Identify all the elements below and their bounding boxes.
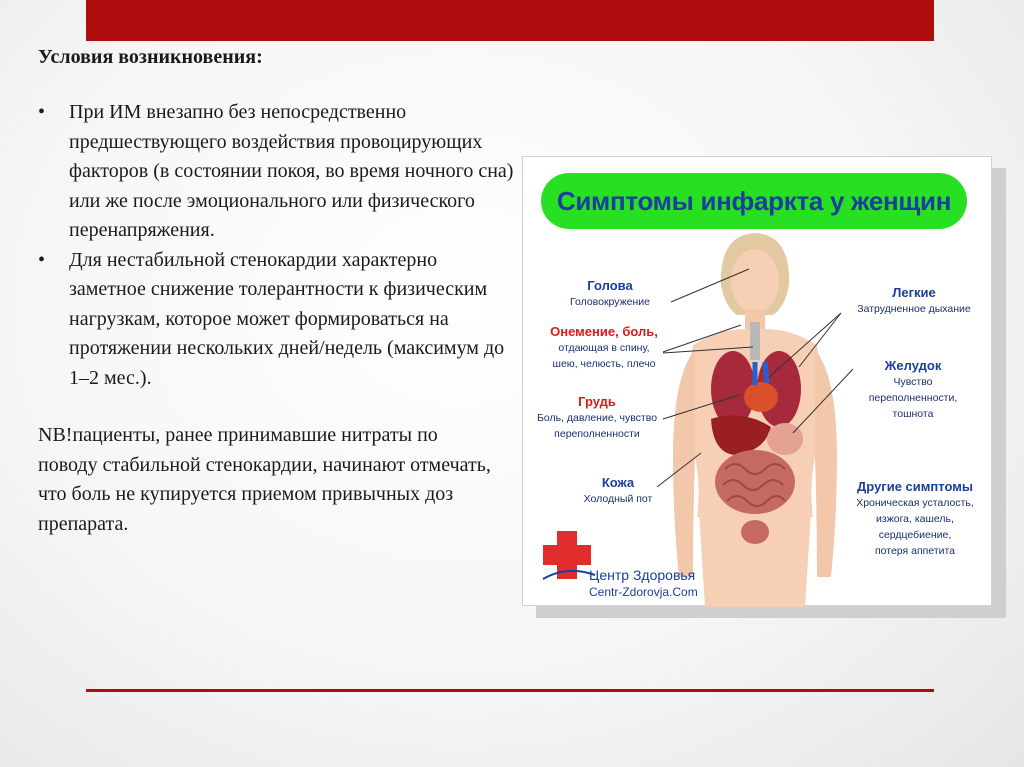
right-arm bbox=[815, 349, 837, 577]
left-arm bbox=[673, 349, 695, 577]
slide-heading: Условия возникновения: bbox=[38, 46, 263, 68]
bladder-shape bbox=[741, 520, 769, 544]
bullet-list bbox=[38, 98, 516, 393]
symptoms-figure bbox=[522, 156, 992, 606]
label-numbness: Онемение, боль, отдающая в спину, шею, челюсть, плечо bbox=[550, 324, 658, 370]
label-skin: Кожа Холодный пот bbox=[583, 475, 653, 505]
figure-title: Симптомы инфаркта у женщин bbox=[556, 185, 952, 216]
face-shape bbox=[731, 249, 779, 313]
label-lungs: Легкие Затрудненное дыхание bbox=[857, 285, 971, 315]
bullet-item: • Для нестабильной стенокардии характерно заметное снижение толерантности к физическим нагрузкам, которое может формироваться на протяжении нескольких дней/недель (максимум до 1–2 мес.). bbox=[38, 246, 516, 394]
logo-name: Центр Здоровья bbox=[589, 567, 696, 583]
nb-note: NB!пациенты, ранее принимавшие нитраты по поводу стабильной стенокардии, начинают отмечать, что боль не купируется приемом привычных доз препарата. bbox=[38, 424, 491, 535]
label-other-symptoms: Другие симптомы Хроническая усталость, изжога, кашель, сердцебиение, потеря аппетита bbox=[856, 479, 974, 557]
trachea-shape bbox=[750, 322, 760, 360]
text-column bbox=[38, 44, 516, 539]
heart-shape bbox=[744, 382, 778, 412]
label-head: Голова Головокружение bbox=[569, 278, 651, 308]
bottom-accent-rule bbox=[86, 689, 934, 692]
label-stomach: Желудок Чувство переполненности, тошнота bbox=[868, 358, 958, 420]
red-cross-icon bbox=[537, 525, 597, 585]
label-chest: Грудь Боль, давление, чувство переполненности bbox=[536, 394, 658, 440]
logo-url: Centr-Zdorovja.Com bbox=[589, 585, 698, 599]
bullet-item: • При ИМ внезапно без непосредственно предшествующего воздействия провоцирующих факторов (в состоянии покоя, во время ночного сна) или же после эмоционального или физического перенапряжения. bbox=[38, 98, 516, 246]
top-accent-band bbox=[86, 0, 934, 41]
